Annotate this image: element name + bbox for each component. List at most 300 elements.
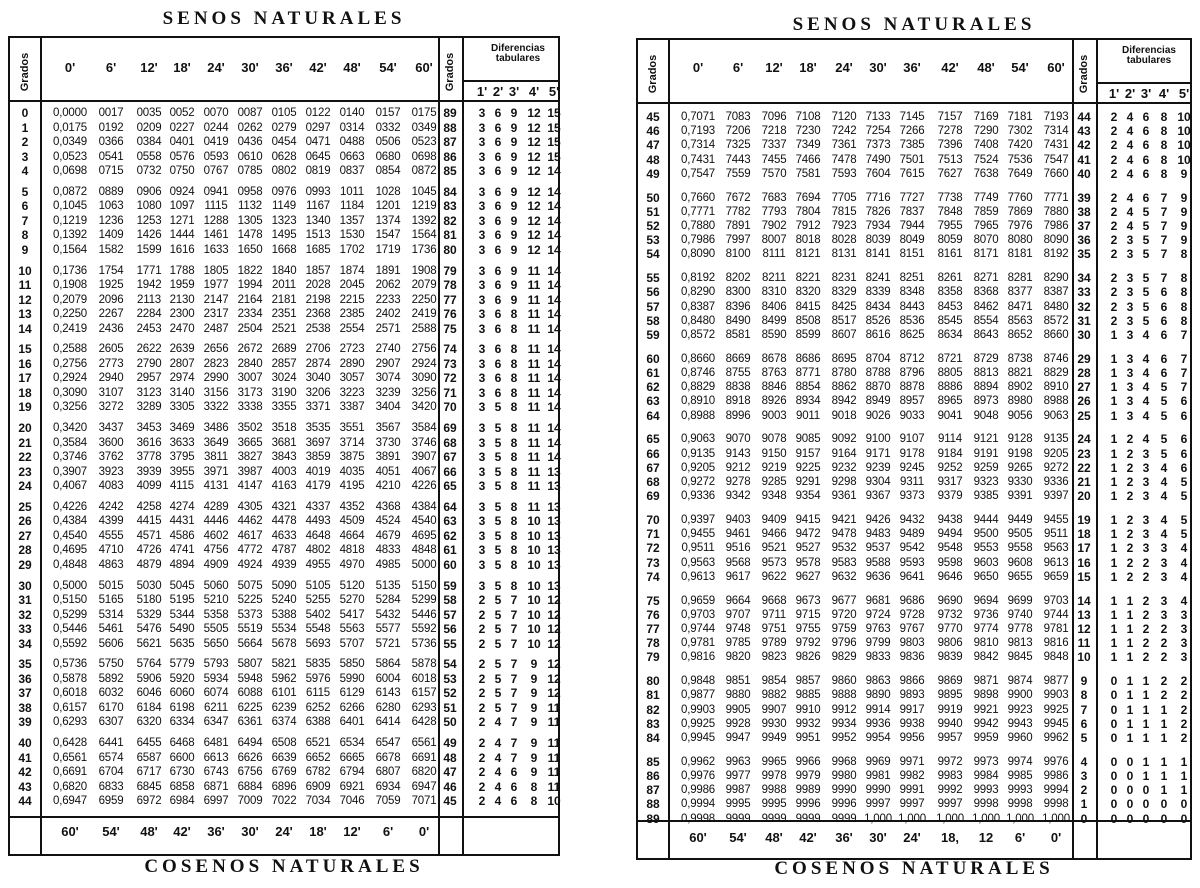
tabular-difference: 7 [1160, 247, 1168, 262]
sine-value: 8443 [899, 300, 925, 313]
degree-label: 17 [18, 371, 32, 386]
tabular-difference: 0 [1126, 769, 1134, 783]
sine-value: 8652 [1007, 329, 1033, 341]
sine-value: 0,2419 [53, 322, 87, 335]
sine-value: 7349 [795, 139, 821, 152]
sine-value: 9932 [795, 717, 821, 730]
sine-value: 0,9205 [681, 461, 715, 474]
sine-value: 9949 [761, 732, 787, 744]
complement-degree-label: 56 [443, 622, 457, 637]
sine-value: 0,7071 [681, 111, 715, 123]
tabular-difference: 6 [1180, 408, 1188, 423]
tabular-difference: 3 [478, 400, 486, 415]
tabular-difference: 3 [1142, 475, 1150, 489]
tabular-difference: 2 [1110, 190, 1118, 205]
sine-value: 6211 [204, 701, 228, 714]
tabular-difference: 12 [547, 657, 561, 672]
tabular-difference: 5 [494, 400, 502, 415]
sine-value: 0,2250 [53, 308, 87, 321]
sine-value: 2504 [237, 322, 263, 335]
degree-label: 3 [21, 149, 29, 164]
sine-value: 8821 [1007, 367, 1033, 379]
tabular-difference: 2 [1126, 489, 1134, 504]
sine-value: 6101 [271, 687, 297, 700]
tabular-difference: 2 [1180, 731, 1188, 745]
sine-value: 5548 [305, 623, 331, 636]
sine-value: 5150 [411, 579, 437, 592]
tabular-difference: 7 [1180, 366, 1188, 380]
tabular-difference: 2 [478, 736, 486, 750]
tabular-difference: 15 [547, 120, 561, 135]
sine-value: 8499 [761, 314, 787, 327]
tabular-difference: 12 [527, 164, 541, 179]
sine-value: 9759 [831, 623, 857, 635]
minute-header: 60' [415, 60, 433, 75]
complement-degree-label: 13 [1077, 607, 1091, 622]
tabular-difference: 3 [478, 321, 486, 336]
sine-value: 9962 [1043, 732, 1069, 744]
sine-value: 8080 [1007, 234, 1033, 247]
complement-degree-label: 30 [1077, 328, 1091, 342]
sine-value: 8886 [937, 381, 963, 394]
sine-value: 8059 [937, 234, 963, 247]
tabular-difference: 6 [1160, 313, 1168, 328]
complement-degree-label: 5 [1080, 731, 1088, 745]
tabular-difference: 8 [510, 514, 518, 529]
tabular-difference: 5 [494, 593, 502, 608]
tabular-difference: 6 [494, 120, 502, 135]
degree-label: 78 [646, 636, 660, 651]
sine-value: 6997 [203, 795, 229, 808]
sine-value: 0349 [411, 121, 437, 134]
sine-value: 7206 [725, 125, 751, 138]
sine-value: 0837 [339, 165, 365, 178]
sine-value: 2840 [237, 357, 263, 370]
tabular-difference: 1 [1110, 446, 1118, 461]
minute-header: 0' [64, 60, 76, 75]
sine-value: 3955 [169, 465, 195, 478]
tabular-difference: 1 [1142, 716, 1150, 731]
sine-value: 8678 [761, 352, 787, 365]
complement-degree-label: 27 [1077, 380, 1091, 395]
sine-value: 0941 [203, 185, 229, 198]
sine-value: 9996 [831, 798, 857, 811]
tabular-difference: 10 [1177, 124, 1191, 139]
sine-value: 2538 [305, 322, 331, 335]
sine-value: 9511 [1044, 528, 1068, 541]
sine-value: 8746 [1043, 352, 1069, 365]
sine-value: 4083 [98, 480, 124, 493]
sine-value: 0,8090 [681, 248, 715, 261]
sine-value: 0122 [305, 107, 331, 119]
sine-value: 4446 [203, 515, 229, 528]
tabular-difference: 4 [1160, 460, 1168, 475]
tabular-difference: 0 [1110, 731, 1118, 745]
tabular-difference: 6 [510, 779, 518, 794]
tabular-difference: 8 [530, 779, 538, 794]
tabular-difference: 2 [1142, 636, 1150, 651]
sine-value: 4924 [237, 558, 263, 571]
sine-value: 5432 [375, 608, 401, 621]
sine-value: 6239 [271, 701, 297, 714]
sine-value: 9542 [899, 542, 925, 555]
sine-value: 7638 [973, 167, 999, 180]
tabular-difference: 3 [478, 435, 486, 450]
sine-value: 9311 [900, 476, 924, 488]
sine-value: 6441 [98, 737, 124, 749]
sine-value: 0,7986 [681, 234, 715, 247]
sine-value: 2706 [305, 343, 331, 356]
tabular-difference: 10 [527, 528, 541, 543]
sine-value: 8599 [795, 329, 821, 341]
sine-value: 8846 [761, 381, 787, 394]
sine-value: 6984 [169, 795, 195, 808]
tabular-difference: 5 [494, 464, 502, 479]
sine-value: 2164 [237, 293, 263, 306]
sine-value: 1115 [204, 200, 228, 213]
tabular-difference: 4 [1180, 555, 1188, 570]
footer-minute: 18' [309, 824, 327, 839]
tabular-difference: 3 [478, 242, 486, 257]
footer-minute: 24' [275, 824, 293, 839]
sine-value: 0593 [203, 150, 229, 163]
sine-value: 1925 [98, 279, 124, 292]
sine-value: 6934 [375, 780, 401, 793]
tabular-difference: 4 [1142, 351, 1150, 366]
sine-value: 8111 [762, 248, 786, 261]
sine-value: 5329 [136, 608, 162, 621]
degree-label: 71 [646, 527, 660, 542]
tabular-difference: 1 [1142, 731, 1150, 745]
tabular-difference: 5 [1160, 408, 1168, 423]
tabular-difference: 2 [478, 700, 486, 715]
footer-minute: 6' [1014, 830, 1026, 845]
sine-value: 7009 [237, 795, 263, 808]
sine-value: 8738 [1007, 352, 1033, 365]
sine-value: 0715 [98, 165, 124, 178]
tabular-difference: 1 [1110, 380, 1118, 395]
sine-value: 1097 [169, 200, 195, 213]
sine-value: 9919 [937, 703, 963, 716]
tabular-difference: 14 [547, 371, 561, 386]
sine-value: 8387 [1043, 286, 1069, 299]
sine-value: 6428 [411, 716, 437, 729]
header-divider [638, 102, 1190, 104]
sine-value: 3859 [305, 451, 331, 464]
tabular-difference: 1 [1110, 432, 1118, 447]
sine-value: 6374 [271, 716, 297, 729]
sine-value: 5195 [169, 594, 195, 607]
complement-degree-label: 33 [1077, 285, 1091, 300]
sine-value: 8490 [725, 314, 751, 327]
sine-value: 1582 [98, 243, 124, 256]
sine-value: 9744 [1043, 608, 1069, 621]
sine-value: 0,0175 [53, 121, 87, 134]
sine-value: 8780 [831, 367, 857, 379]
sine-value: 3024 [271, 372, 297, 385]
sine-value: 9942 [973, 717, 999, 730]
sine-value: 7826 [865, 205, 891, 218]
sine-value: 4710 [98, 544, 124, 557]
sine-value: 8704 [865, 352, 891, 365]
sine-value: 5284 [375, 594, 401, 607]
sine-value: 8281 [1007, 272, 1033, 285]
tabular-difference: 4 [1126, 219, 1134, 233]
sine-value: 3123 [136, 386, 162, 399]
sine-value: 9736 [973, 608, 999, 621]
sine-value: 9732 [937, 608, 963, 621]
complement-degree-label: 77 [443, 292, 457, 307]
tabular-difference: 10 [527, 622, 541, 637]
diff-header: 5' [1178, 86, 1190, 101]
sine-value: 0,4226 [53, 500, 87, 513]
sine-value: 6184 [136, 701, 162, 714]
sine-value: 9813 [1007, 637, 1033, 650]
sine-value: 0645 [305, 150, 331, 163]
sine-value: 1736 [411, 243, 437, 256]
tabular-difference: 14 [547, 321, 561, 336]
tabular-difference: 7 [1180, 380, 1188, 395]
sine-value: 2521 [271, 322, 297, 335]
sine-value: 0105 [271, 107, 297, 119]
tabular-difference: 4 [1126, 124, 1134, 139]
sine-value: 9720 [831, 608, 857, 621]
sine-value: 4035 [339, 465, 365, 478]
sine-value: 3714 [339, 436, 365, 449]
tabular-difference: 2 [1110, 124, 1118, 139]
sine-value: 4833 [375, 544, 401, 557]
degree-label: 35 [18, 657, 32, 672]
tabular-difference: 7 [1160, 233, 1168, 248]
tabular-difference: 14 [547, 435, 561, 450]
sine-value: 9976 [1043, 755, 1069, 768]
tabular-difference: 2 [1126, 541, 1134, 556]
tabular-difference: 1 [1110, 593, 1118, 608]
sine-value: 5476 [136, 623, 162, 636]
sine-value: 3778 [136, 451, 162, 464]
sine-value: 6143 [375, 687, 401, 700]
sine-value: 1011 [340, 185, 364, 198]
sine-value: 9278 [725, 476, 751, 488]
sine-value: 0,8290 [681, 286, 715, 299]
sine-value: 9785 [725, 637, 751, 650]
sine-value: 0,3907 [53, 465, 87, 478]
tabular-difference: 11 [527, 385, 541, 400]
sine-value: 9548 [937, 542, 963, 555]
sine-value: 9882 [761, 689, 787, 702]
tabular-difference: 13 [547, 578, 561, 593]
tabular-difference: 0 [1110, 674, 1118, 689]
degree-label: 0 [21, 106, 29, 120]
sine-value: 8669 [725, 352, 751, 365]
tabular-difference: 6 [1142, 124, 1150, 139]
sine-value: 5664 [237, 637, 263, 650]
tabular-difference: 0 [1160, 797, 1168, 812]
sine-value: 1959 [169, 279, 195, 292]
tabular-difference: 10 [527, 578, 541, 593]
sine-value: 5060 [203, 579, 229, 592]
sine-value: 5446 [411, 608, 437, 621]
sine-value: 8271 [973, 272, 999, 285]
tabular-difference: 9 [510, 135, 518, 150]
degree-label: 6 [21, 199, 29, 214]
tabular-difference: 3 [1180, 636, 1188, 651]
complement-degree-label: 54 [443, 657, 457, 672]
tabular-difference: 4 [1180, 569, 1188, 584]
tabular-difference: 6 [494, 242, 502, 257]
complement-degree-label: 88 [443, 120, 457, 135]
sine-value: 1495 [271, 229, 297, 242]
sine-value: 9877 [1043, 675, 1069, 688]
tabular-difference: 1 [1160, 702, 1168, 717]
sine-value: 2062 [375, 279, 401, 292]
sine-value: 9553 [973, 542, 999, 555]
degree-label: 15 [18, 342, 32, 357]
tabular-difference: 2 [1110, 299, 1118, 314]
degree-label: 16 [18, 356, 32, 371]
complement-degree-label: 74 [443, 342, 457, 357]
sine-value: 8607 [831, 329, 857, 341]
tabular-difference: 15 [547, 106, 561, 120]
tabular-difference: 5 [494, 528, 502, 543]
sine-value: 3173 [237, 386, 263, 399]
tabular-difference: 2 [1142, 650, 1150, 665]
complement-degree-label: 48 [443, 750, 457, 765]
sine-value: 9905 [725, 703, 751, 716]
tabular-difference: 2 [478, 779, 486, 794]
footer-minute: 60' [61, 824, 79, 839]
diff-header-divider [462, 80, 558, 82]
sine-value: 4179 [305, 480, 331, 493]
sine-value: 6858 [169, 780, 195, 793]
sine-value: 3811 [204, 451, 228, 464]
sine-value: 7181 [1007, 111, 1033, 123]
sine-value: 4540 [411, 515, 437, 528]
sine-value: 7083 [725, 111, 751, 123]
sine-value: 8377 [1007, 286, 1033, 299]
sine-value: 9379 [937, 490, 963, 503]
complement-degree-label: 22 [1077, 460, 1091, 475]
sine-value: 9778 [1007, 623, 1033, 635]
degree-label: 81 [646, 688, 660, 703]
sine-value: 5240 [271, 594, 297, 607]
sine-value: 9673 [795, 594, 821, 607]
sine-value: 7443 [725, 153, 751, 166]
sine-value: 7760 [1007, 191, 1033, 204]
tabular-difference: 4 [1126, 110, 1134, 124]
tabular-difference: 11 [527, 371, 541, 386]
sine-value: 7649 [1007, 167, 1033, 180]
complement-degree-label: 80 [443, 242, 457, 257]
degree-label: 22 [18, 450, 32, 465]
tabular-difference: 0 [1126, 754, 1134, 769]
tabular-difference: 7 [1180, 351, 1188, 366]
sine-value: 9455 [1043, 514, 1069, 526]
tabular-difference: 1 [1180, 769, 1188, 783]
sine-value: 2773 [98, 357, 124, 370]
sine-value: 1685 [305, 243, 331, 256]
sine-value: 5892 [98, 672, 124, 685]
sine-value: 1236 [98, 214, 124, 227]
tabular-difference: 3 [478, 342, 486, 357]
sine-value: 6414 [375, 716, 401, 729]
sine-value: 2622 [136, 343, 162, 356]
complement-degree-label: 18 [1077, 527, 1091, 542]
sine-value: 9806 [937, 637, 963, 650]
sine-value: 9820 [725, 651, 751, 664]
tabular-difference: 2 [1110, 285, 1118, 300]
sine-value: 9748 [725, 623, 751, 635]
complement-degree-label: 64 [443, 499, 457, 514]
sine-value: 0,0872 [53, 185, 87, 198]
degree-label: 51 [646, 204, 660, 219]
sine-value: 5920 [169, 672, 195, 685]
tabular-difference: 12 [527, 149, 541, 164]
complement-degree-label: 42 [1077, 138, 1091, 153]
tabular-difference: 2 [1160, 636, 1168, 651]
tabular-difference: 8 [510, 557, 518, 572]
tabular-difference: 2 [1110, 204, 1118, 219]
sine-value: 9537 [865, 542, 891, 555]
sine-value: 8462 [973, 300, 999, 313]
tabular-difference: 1 [1160, 754, 1168, 769]
sine-value: 4147 [237, 480, 263, 493]
sine-value: 0,7431 [681, 153, 715, 166]
tabular-difference: 9 [510, 149, 518, 164]
grados-label-complement: Grados [444, 52, 456, 92]
cosenos-title: COSENOS NATURALES [144, 856, 424, 877]
sine-value: 6756 [237, 766, 263, 779]
sine-value: 8829 [1043, 367, 1069, 379]
tabular-difference: 13 [547, 528, 561, 543]
sine-value: 9874 [1007, 675, 1033, 688]
complement-degree-label: 53 [443, 671, 457, 686]
sine-value: 5180 [136, 594, 162, 607]
sine-value: 9432 [899, 514, 925, 526]
degree-label: 40 [18, 736, 32, 750]
sine-value: 8471 [1007, 300, 1033, 313]
sine-value: 0,5736 [53, 658, 87, 671]
sine-value: 8813 [973, 367, 999, 379]
sine-value: 3322 [203, 401, 229, 414]
tabular-difference: 3 [478, 385, 486, 400]
degree-label: 68 [646, 475, 660, 489]
sine-value: 8878 [899, 381, 925, 394]
sine-value: 7869 [1007, 205, 1033, 218]
sine-value: 9391 [1007, 490, 1033, 503]
tabular-difference: 2 [1110, 313, 1118, 328]
tabular-difference: 2 [478, 622, 486, 637]
tabular-difference: 12 [527, 184, 541, 199]
sine-value: 8018 [795, 234, 821, 247]
sine-value: 0,6561 [53, 751, 87, 764]
sine-value: 7478 [831, 153, 857, 166]
complement-degree-label: 10 [1077, 650, 1091, 665]
degree-label: 38 [18, 700, 32, 715]
sine-value: 8616 [865, 329, 891, 341]
sine-value: 8300 [725, 286, 751, 299]
diff-header-divider [1096, 82, 1190, 84]
degree-label: 29 [18, 557, 32, 572]
tabular-difference: 6 [494, 342, 502, 357]
sine-value: 8161 [937, 248, 963, 261]
tabular-difference: 0 [1110, 702, 1118, 717]
tabular-difference: 6 [494, 371, 502, 386]
tabular-difference: 1 [1110, 636, 1118, 651]
complement-degree-label: 50 [443, 715, 457, 730]
sine-value: 2588 [411, 322, 437, 335]
tabular-difference: 1 [1126, 702, 1134, 717]
